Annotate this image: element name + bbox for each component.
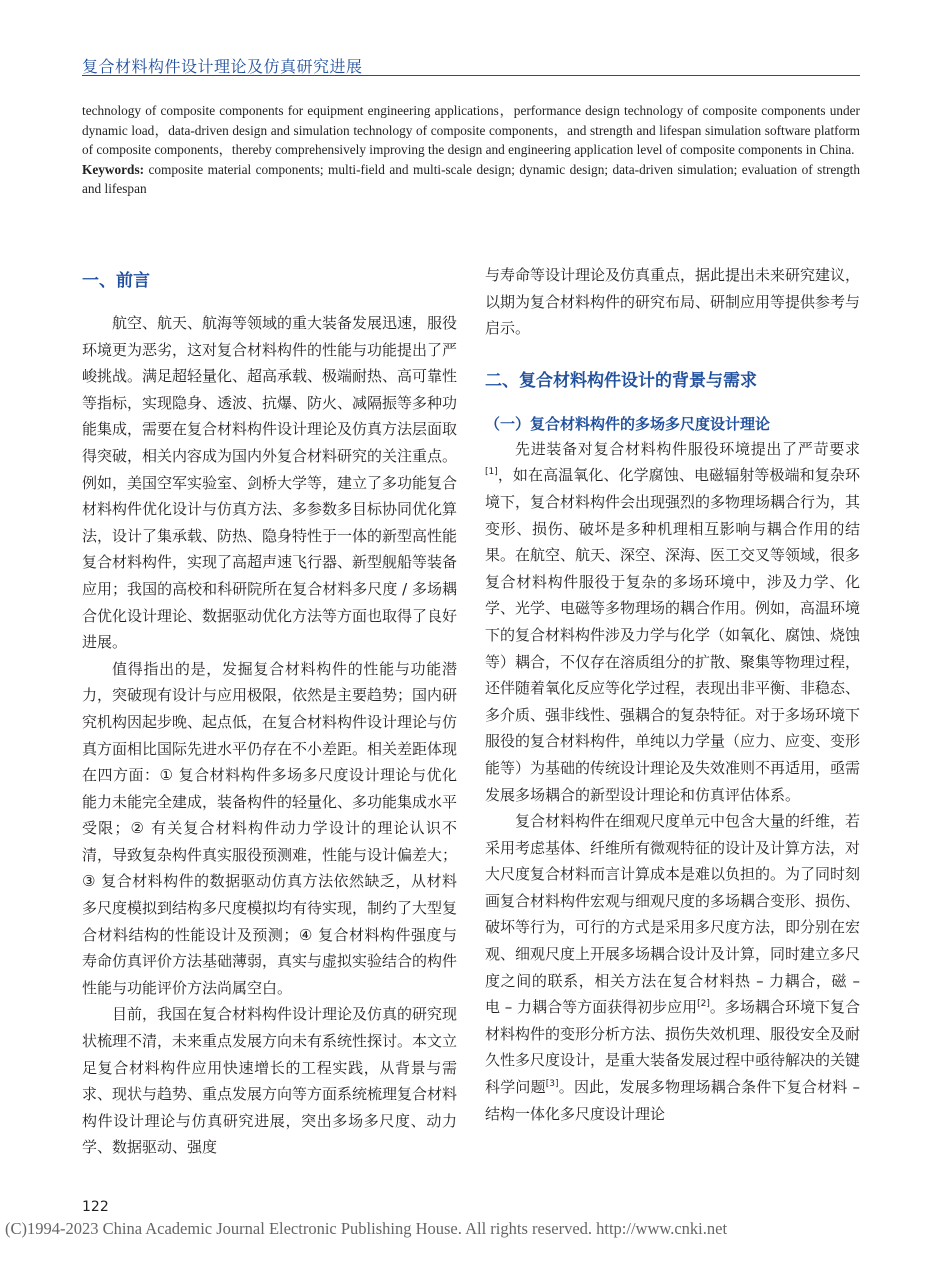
- citation-ref-1[interactable]: [1]: [485, 467, 498, 478]
- page-number: 122: [82, 1199, 109, 1215]
- left-column: [82, 262, 457, 1161]
- section-1-heading: 一、前言: [82, 271, 150, 291]
- section-2-paragraph-1: 先进装备对复合材料构件服役环境提出了严苛要求[1]，如在高温氧化、化学腐蚀、电磁辐射等极端和复杂环境下，复合材料构件会出现强烈的多物理场耦合行为，其变形、损伤、破坏是多种机理相互影响与耦合作用的结果。在航空、航天、深空、深海、医工交叉等领域，很多复合材料构件服役于复杂的多场环境中，涉及力学、化学、光学、电磁等多物理场的耦合作用。例如，高温环境下的复合材料构件涉及力学与化学（如氧化、腐蚀、烧蚀等）耦合，不仅存在溶质组分的扩散、聚集等物理过程，还伴随着氧化反应等化学过程，表现出非平衡、非稳态、多介质、强非线性、强耦合的复杂特征。对于多场环境下服役的复合材料构件，单纯以力学量（应力、应变、变形能等）为基础的传统设计理论及失效准则不再适用，亟需发展多场耦合的新型设计理论和仿真评估体系。: [485, 439, 861, 804]
- copyright-watermark: (C)1994-2023 China Academic Journal Electronic Publishing House. All rights reserved. http://www.cnki.net: [5, 1219, 728, 1238]
- section-1-paragraph-3: 目前，我国在复合材料构件设计理论及仿真的研究现状梳理不清，未来重点发展方向未有系统性探讨。本文立足复合材料构件应用快速增长的工程实践，从背景与需求、现状与趋势、重点发展方向等方面系统梳理复合材料构件设计理论与仿真研究进展，突出多场多尺度、动力学、数据驱动、强度: [82, 1005, 458, 1157]
- section-1-paragraph-2: 值得指出的是，发掘复合材料构件的性能与功能潜力，突破现有设计与应用极限，依然是主要趋势；国内研究机构因起步晚、起点低，在复合材料构件设计理论与仿真方面相比国际先进水平仍存在不小差距。相关差距体现在四方面：① 复合材料构件多场多尺度设计理论与优化能力未能完全建成，装备构件的轻量化、多功能集成水平受限；② 有关复合材料构件动力学设计的理论认识不清，导致复杂构件真实服役预测难，性能与设计偏差大；③ 复合材料构件的数据驱动仿真方法依然缺乏，从材料多尺度模拟到结构多尺度模拟均有待实现，制约了大型复合材料结构的性能设计及预测；④ 复合材料构件强度与寿命仿真评价方法基础薄弱，真实与虚拟实验结合的构件性能与功能评价方法尚属空白。: [82, 659, 458, 997]
- keywords-line: [82, 160, 860, 199]
- citation-ref-3[interactable]: [3]: [545, 1079, 559, 1090]
- abstract-block: [82, 101, 860, 199]
- section-2-heading: 二、复合材料构件设计的背景与需求: [485, 370, 757, 391]
- keywords-label: Keywords:: [82, 161, 145, 177]
- section-2-paragraph-2: 复合材料构件在细观尺度单元中包含大量的纤维，若采用考虑基体、纤维所有微观特征的设计及计算方法，对大尺度复合材料而言计算成本是难以负担的。为了同时刻画复合材料构件宏观与细观尺度的多场耦合变形、损伤、破坏等行为，可行的方式是采用多尺度方法，即分别在宏观、细观尺度上开展多场耦合设计及计算，同时建立多尺度之间的联系，相关方法在复合材料热 – 力耦合，磁 – 电 – 力耦合等方面获得初步应用[2]。多场耦合环境下复合材料构件的变形分析方法、损伤失效机理、服役安全及耐久性多尺度设计，是重大装备发展过程中亟待解决的关键科学问题[3]。因此，发展多物理场耦合条件下复合材料 – 结构一体化多尺度设计理论: [485, 812, 861, 1123]
- keywords-text: composite material components; multi-field and multi-scale design; dynamic design; data-driven simulation; evaluation of strength and lifespan: [82, 161, 860, 196]
- section-1-continuation: 与寿命等设计理论及仿真重点，据此提出未来研究建议，以期为复合材料构件的研究布局、研制应用等提供参考与启示。: [485, 266, 861, 338]
- header-rule: [82, 75, 860, 76]
- right-column: [485, 262, 860, 1127]
- abstract-text: technology of composite components for equipment engineering applications，performance design technology of composite components under dynamic load，data-driven design and simulation technology of composite components，and strength and lifespan simulation software platform of composite components，thereby comprehensively improving the design and engineering application level of composite components in China.: [82, 103, 860, 157]
- section-1-paragraph-1: 航空、航天、航海等领域的重大装备发展迅速，服役环境更为恶劣，这对复合材料构件的性能与功能提出了严峻挑战。满足超轻量化、超高承载、极端耐热、高可靠性等指标，实现隐身、透波、抗爆、防火、减隔振等多种功能集成，需要在复合材料构件设计理论及仿真方法层面取得突破，相关内容成为国内外复合材料研究的关注重点。例如，美国空军实验室、剑桥大学等，建立了多功能复合材料构件优化设计与仿真方法、多参数多目标协同优化算法，设计了集承载、防热、隐身特性于一体的新型高性能复合材料构件，实现了高超声速飞行器、新型舰船等装备应用；我国的高校和科研院所在复合材料多尺度 / 多场耦合优化设计理论、数据驱动优化方法等方面也取得了良好进展。: [82, 314, 458, 652]
- running-title: 复合材料构件设计理论及仿真研究进展: [82, 57, 363, 76]
- citation-ref-2[interactable]: [2]: [697, 999, 710, 1010]
- subsection-1-heading: （一）复合材料构件的多场多尺度设计理论: [485, 414, 771, 433]
